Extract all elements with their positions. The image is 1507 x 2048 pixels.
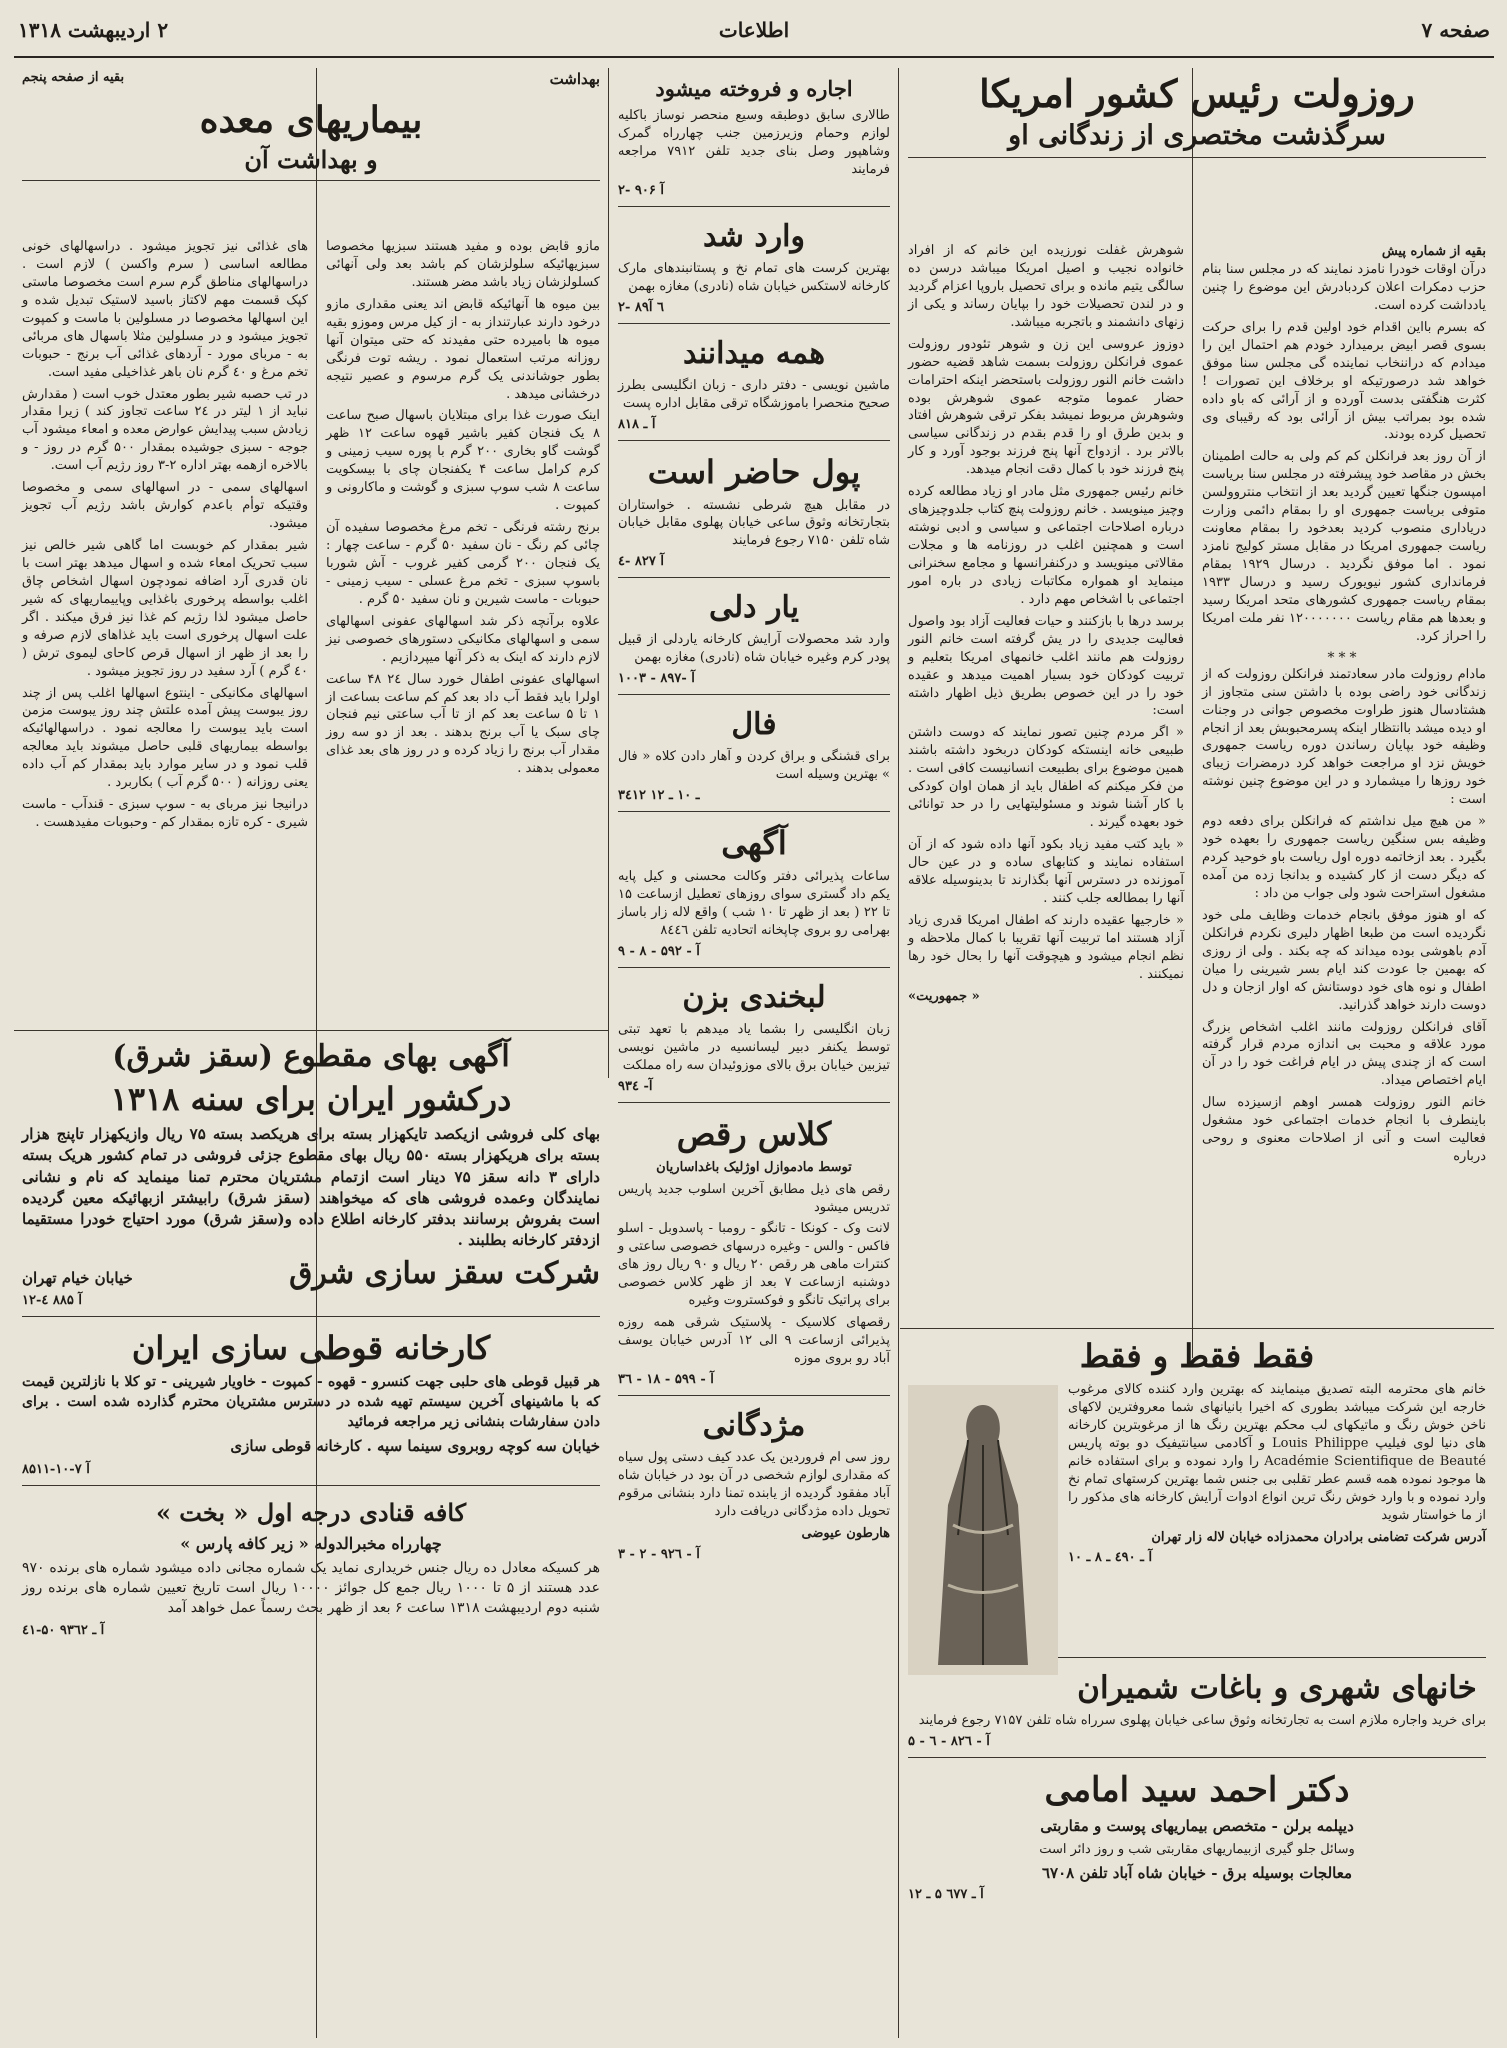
ad-address: خیابان سه کوچه روبروی سینما سپه . کارخانه قوطی سازی (230, 1437, 600, 1456)
left-ads (14, 1030, 608, 2030)
dance-list: لانت وک - کونکا - تانگو - رومبا - پاسدوبل - اسلو فاکس - والس - وغیره درسهای خصوصی ساعتی و کنترات ماهی هر رقص ۲۰ ریال و ۹۰ ریال روز های دوشنبه ازساعت ۷ بعد از ظهر کلاس خصوصی برای پراتیک تانگو و فوکستروت وغیره (618, 1221, 890, 1309)
issue-date: ۲ اردیبهشت ۱۳۱۸ (18, 18, 169, 42)
ad-body: ساعات پذیرائی دفتر وکالت محسنی و کیل پایه یکم داد گستری سوای روزهای تعطیل ازساعت ۱۵ تا ۲۲ ( بعد از ظهر تا ۱۰ شب ) واقع لاله زار باساز بهرامی رو بروی چاپخانه اتحادیه تلفن ۸٤٤٦ (618, 869, 890, 938)
ad-yardley (618, 582, 890, 695)
ad-cafe (22, 1490, 600, 1646)
ad-reference: آ- ۹۳٤ (618, 1078, 653, 1094)
ad-address: چهارراه مخبرالدوله « زیر کافه پارس » (180, 1533, 442, 1553)
paragraph: که بسرم بااین اقدام خود اولین قدم را برای حرکت بسوی قصر ابیض برمیدارد خودم هم احتمال این را میدادم که دراننخاب نماینده گی مجلس سنا موفق خواهد شد درصورتیکه او برخلاف این تصورات ! کثرت هنگفتی بدست آورده و از آرائی که باو داده شده بود بمراتب بیش از آرائی بود که رقیبای وی تحصیل کرده بودند. (1202, 319, 1486, 443)
masthead (14, 10, 1494, 58)
paragraph: « اگر مردم چنین تصور نمایند که دوست داشتن طبیعی خانه اینستکه کودکان دربخود داشته باشند همین موضوع برای بطبیعت انسانیست کافی است . من فکر میکنم که اطفال باید از همان اوان کودکی با کار آشنا شوند و مسئولیتهایی را در حد توانائی خود بعهده گیرند . (908, 725, 1184, 831)
ad-title: فال (731, 707, 777, 743)
ad-cash-ready (618, 445, 890, 579)
ad-title: دکتر احمد سید امامی (1044, 1769, 1350, 1810)
ad-body: وارد شد محصولات آرایش کارخانه یاردلی از قبیل پودر کرم وغیره خیابان شاه (نادری) مغازه بهمن (618, 632, 890, 666)
article-subtitle: و بهداشت آن (244, 145, 378, 175)
column-rule (898, 68, 899, 2038)
ad-body: خانم های محترمه البته تصدیق مینمایند که بهترین وارد کننده کالای مرغوب خارجه این شرکت میباشد بطوری که اخیرا بانیانهای شما معروفترین لاکهای ناخن خوش رنگ و ماتیکهای لب محکم بهترین رنگ ها از مرغوبترین کارخانه های دنیا لوی فیلیپ Louis Philippe و آکادمی سیانتیفیک دو بوته پاریس Académie Scientifique de Beauté را وارد نموده و برای استفاده خانم ها موجود نموده همه قسم عطر تقلبی بی جنس شما بهترین کرستهای تمام نخ وارد نموده و با وارد خوش رنگ ترین انواع ادوات آرایش کارخانه های مذکور را از ما خواستار شوید (1068, 1382, 1486, 1523)
ad-reference: ۳٤۱۲ ـ ۱۰ ـ ۱۲ (618, 788, 700, 804)
dance-footer: رقصهای کلاسیک - پلاستیک شرقی همه روزه پذیرائی ازساعت ۹ الی ۱۲ آدرس خیابان یوسف آباد رو بروی موزه (618, 1315, 890, 1366)
ad-title: لبخندی بزن (682, 979, 826, 1015)
ad-title: خانهای شهری و باغات شمیران (1077, 1670, 1477, 1706)
article-title: بیماریهای معده (199, 99, 423, 141)
paragraph: برسد درها با بازکنند و حیات فعالیت آزاد بود واصول فعالیت جدیدی را در یش گرفته است خانم النور روزولت هم مانند اغلب خانمهای امریکا بتعلیم و تربیت کودکان خود بسیار اهمیت میدهد و عقیده خود را در این خصوص بطریق ذیل اظهار داشته است: (908, 613, 1184, 719)
paragraph: « باید کتب مفید زیاد بکود آنها داده شود که از آن استفاده نمایند و کتابهای ساده و در عین حال آموزنده در دسترس آنها بگذارند تا بدینوسیله علاقه آنها را بمطالعه جلب کنند . (908, 837, 1184, 906)
ad-rent (618, 68, 890, 207)
ad-reference: آ ـ ٦۷۷ ۵ ـ ۱۲ (908, 1887, 984, 1903)
source-credit: « جمهوریت» (908, 988, 980, 1004)
roosevelt-column-1 (1194, 242, 1494, 1312)
roosevelt-column-2 (900, 242, 1192, 1312)
paragraph: اسهالهای عفونی اطفال خورد سال ۲٤ ۴۸ ساعت اولرا باید فقط آب داد بعد کم کم ساعت بساعت از ۱ تا ۵ ساعت بعد کم از تا آب ساعتی نیم فنجان چای سبک یا آب برنج بدهند . بعد از دو سه روز مقدار آب برنج را زیاد کرده و در روز های بعد غذای معمولی بدهند . (326, 671, 600, 777)
ad-can-factory (22, 1321, 600, 1486)
reward-name: هارطون عیوضی (801, 1525, 890, 1541)
paragraph: های غذائی نیز تجویز میشود . دراسهالهای خونی مطالعه اساسی ( سرم واکسن ) لازم است . دراسهالهای مناطق گرم سرم است مخصوصا ماستی کپک قسمت مهم لاکتاز باسید لاستیک تبدیل شده و این اسهالها مخصوصا در مسلولین با ماست و کمپوت تجویز میشود و در مسلولین مثلا باسهال های مربائی به - مربای مورد - آردهای غذائی آب برنج - حبوبات تخم مرغ و ٤۰ گرم نان باهر غذاخیلی مفید است. (22, 239, 308, 380)
middle-ads-column (610, 68, 898, 2038)
ad-reference: ۲- ۸۹٦ آ (618, 299, 664, 315)
paragraph: آقای فرانکلن روزولت مانند اغلب اشخاص بزرگ مورد علاقه و محبت بی اندازه مردم قرار گرفته است که از چندی پیش در ایام فراغت خود را در آن ایام اختصاص میداد. (1202, 1019, 1486, 1089)
ad-body: بهای کلی فروشی ازیکصد تایکهزار بسته برای هریکصد بسته ۷۵ ریال وازیکهزار تاپنج هزار بسته برای هریکهزار بسته ۵۵۰ ریال بهای مقطوع جزئی فروشی در تمام کشور هریک بسته دارای ۳ دانه سقز ۷۵ دینار است ازتمام مشتریان محترم تمنا مینماید که نام و نشانی نمایندگان وعمده فروشی های که میخواهند (سقز شرق) رابیشتر ازبهائیکه معین گردیده است بفروش برسانند بدفتر کارخانه اطلاع داده و(سقز شرق) مورد احتیاج خودرا مستقیما ازدفتر کارخانه بطلبند . (22, 1125, 601, 1250)
ad-title: همه میدانند (682, 335, 826, 371)
ad-houses (908, 1662, 1486, 1758)
ad-reference: آ - ۸۲٦ - ٦ - ۵ (908, 1733, 990, 1749)
ad-title: آگهی (721, 824, 787, 863)
ad-body: بهترین کرست های تمام نخ و پستانبندهای مارک کارخانه لاستکس خیابان شاه (نادری) مغازه بهمن (618, 260, 890, 294)
paragraph: برنج رشته فرنگی - تخم مرغ مخصوصا سفیده آن چائی کم رنگ - نان سفید ۵۰ گرم - ساعت چهار : یک فنجان ۲۰۰ گرمی کفیر غروب - آش شوربا باسوپ سبزی - تخم مرغ عسلی - سیب زمینی - حبوبات - ماست شیرین و نان سفید ۵۰ گرم . (326, 520, 600, 607)
dress-illustration-icon (908, 1385, 1058, 1675)
doctor-specialty: دیپلمه برلن - متخصص بیماریهای پوست و مقاربتی (1040, 1816, 1354, 1835)
ad-doctor (908, 1762, 1486, 1910)
ad-body: وسائل جلو گیری ازبیماریهای مقاربتی شب و روز دائر است (1039, 1841, 1355, 1857)
ad-body: در مقابل هیچ شرطی نشسته . خواستاران بتجارتخانه وثوق ساعی خیابان پهلوی مقابل خیابان شاه تلفن ۷۱۵۰ رجوع فرمایند (618, 497, 890, 549)
paragraph: مازو قابض بوده و مفید هستند سبزیها مخصوصا سبزیهائیکه سلولزشان کم باشد بعد ولی آنهائی کسلولزشان زیاد باشد مضر هستند. (326, 239, 600, 290)
ad-title-2: درکشور ایران برای سنه ۱۳۱۸ (110, 1080, 512, 1118)
company-line (22, 1256, 600, 1291)
paragraph: علاوه برآنچه ذکر شد اسهالهای عفونی اسهالهای سمی و اسهالهای مکانیکی دستورهای خصوصی نیز لازم دارند که اینک به ذکر آنها میپردازیم . (326, 613, 600, 665)
ad-body: هر کسیکه معادل ده ریال جنس خریداری نماید یک شماره مجانی داده میشود شماره های برنده ۹۷۰ عدد هستند از ۵ تا ۱۰۰۰ ریال جمع کل جوائز ۱۰۰۰۰ ریال است تاریخ تعیین شماره های برنده روز شنبه دوم اردیبهشت ۱۳۱۸ ساعت ۶ بعد از ظهر بحث رسماً عمل خواهد آمد (22, 1560, 601, 1617)
paragraph: در تب حصبه شیر بطور معتدل خوب است ( مقدارش نباید از ۱ لیتر در ۲٤ ساعت تجاوز کند ) زیرا مقدار زیادش سبب پیدایش عوارض معده و امعاء میشود آب جوجه - سبزی جوشیده بمقدار ۵۰۰ گرم در روز - و بالاخره ازهمه بهتر اداره ۲-۳ روز رژیم آب است. (22, 386, 308, 474)
article-title: روزولت رئیس کشور امریکا (979, 71, 1415, 116)
ad-title: مژدگانی (702, 1407, 806, 1443)
ad-reference: آ ـ ٤۹۰ ـ ۸ ـ ۱۰ (1068, 1550, 1153, 1566)
column-rule (608, 68, 609, 1078)
ad-body: برای قشنگی و براق کردن و آهار دادن کلاه « فال » بهترین وسیله است (618, 749, 890, 783)
newspaper-name: اطلاعات (718, 18, 790, 42)
ad-arrived (618, 211, 890, 324)
ad-body: طالاری سابق دوطبقه وسیع منحصر نوساز باکلیه لوازم وحمام وزیرزمین جنب چهارراه گمرک وشاهپور وصل بنای جدید تلفن ۷۹۱۲ مراجعه فرمایند (618, 108, 890, 177)
paragraph: از آن روز بعد فرانکلن کم کم ولی به حالت اطمینان بخش در مقاصد خود پیشرفته در مجلس سنا بریاست امپسون جنگها تعیین گردید بعد از انتخاب منتروولسن متوفی بریاست جمهوری او را بمقام دائمی وزارت دریاداری منصوب کردید بعدخود را بمقام معاونت ریاست جمهوری امریکا در مقابل مستر کولیج نامزد نمود . اما موفق نگردید . درسال ۱۹۲۹ بمقام فرمانداری کشور نیویورک رسید و درسال ۱۹۳۳ بمقام ریاست جمهوری کشورهای متحد امریکا رسید و بعدها هم مقام ریاست ۱۲۰۰۰۰۰۰۰ نفر ملت امریکا را احراز کرد. (1202, 449, 1486, 644)
stomach-column-2 (14, 238, 316, 1018)
ad-body: روز سی ام فروردین یک عدد کیف دستی پول سیاه که مقداری لوازم شخصی در آن بود در خیابان شاه آباد مفقود گردیده از یابنده تمنا دارد بنشانی مرقوم تحویل داده مژدگانی دریافت دارد (618, 1449, 890, 1519)
ad-reference: آ ـ ۹۳٦۲ ۵۰-٤۱ (22, 1623, 105, 1639)
ad-title: آگهی بهای مقطوع (سقز شرق) (112, 1039, 510, 1074)
ad-title: کلاس رقص (676, 1114, 832, 1153)
paragraph: شیر بمقدار کم خوبست اما گاهی شیر خالص نیز سبب تحریک امعاء شده و اسهال میدهد بهتر است با نان قدری آرد اضافه نمودچون اسهال اشخاص چاق اغلب بواسطه پرخوری باغذایی وپاییماریهای که شیر حاصل میشود لذا رژیم کم غذا نیز فرق میکند . اگر علت اسهال پرخوری است باید غذاهای لازم صرفه و را بعد از ظهر از اسهال قرص کاحای لیموی ترش ( ٤۰ گرم ) آرد سفید در روز تجویز میشود . (22, 538, 308, 679)
paragraph: « من هیچ میل نداشتم که فرانکلن برای دفعه دوم وظیفه بس سنگین ریاست جمهوری را بعهده خود بگیرد . بعد ازخاتمه دوره اول ریاست باو خوحید کردم که دیگر دست از کار کشیده و بدانجا زده من آمده مشغول استراحت شود ولی جواب من داد : (1202, 814, 1486, 901)
ad-reference: ۱۲-٤ ۸۸۵ آ (22, 1292, 82, 1308)
divider (908, 157, 1486, 158)
ad-title: یار دلی (709, 590, 799, 626)
ad-body: هر قبیل قوطی های حلبی جهت کنسرو - قهوه - کمپوت - خاویار شیرینی - تو کلا با نازلترین قیمت که با ماشینهای آخرین سیستم تهیه شده در دسترس مشتریان محترم گذارده شده است . برای دادن سفارشات بنشانی زیر مراجعه فرمائید (22, 1373, 600, 1430)
ad-chewing-gum (22, 1031, 600, 1317)
paragraph: دوزوز عروسی این زن و شوهر تئودور روزولت عموی فرانکلن روزولت بسمت شاهد قضیه حضور داشت خانم النور روزولت باستحضر اینکه احترامات حضار عموما متوجه عموی شوهرش بوده وشوهرش مربوط نمیشد بفکر ترقی شوهرش افتاد و بدین طرق او را قدم بقدم در زندگانی سیاسی بالاتر برد . ازدواج آنها پنج فرزند بوجود آورد و کار پنج فرزند خود با کمال دقت انجام میدهد. (908, 336, 1184, 478)
ad-reward (618, 1400, 890, 1570)
dance-teacher: توسط مادموازل اوژلیک باغداساریان (656, 1159, 852, 1175)
ad-reference: ٤- ۸۲۷ آ (618, 554, 665, 570)
ad-title: پول حاضر است (647, 452, 861, 491)
paragraph: درآن اوقات خودرا نامزد نمایند که در مجلس سنا بنام حزب دمکرات اعلان کردبادرش این موضوع را چنین یادداشت کرده است. (1202, 262, 1486, 313)
ad-body: برای خرید واجاره ملازم است به تجارتخانه وثوق ساعی خیابان پهلوی سرراه شاه تلفن ۷۱۵۷ رجوع فرمایند (918, 1713, 1486, 1728)
ad-reference: آ - ۵۹۹ - ۱۸ - ۳٦ (618, 1371, 714, 1387)
paragraph: اینک صورت غذا برای مبتلایان باسهال صبح ساعت ۸ یک فنجان کفیر باشیر قهوه ساعت ۱۲ ظهر گوشت گاو بخاری ۲۰۰ گرم با پوره سیب زمینی و کرم کرامل ساعت ۴ یکفنجان چای با بیسکویت ساعت ۸ شب سوپ سبزی و گوشت و ماکارونی و کمپوت . (326, 408, 600, 514)
ad-title: وارد شد (703, 218, 805, 254)
right-ads (900, 1328, 1494, 2038)
stomach-column-1 (318, 238, 608, 1018)
ad-body: ماشین نویسی - دفتر داری - زبان انگلیسی بطرز صحیح منحصرا باموزشگاه ترقی مقابل اداره پست (618, 377, 890, 411)
paragraph: اسهالهای مکانیکی - اینتوع اسهالها اغلب پس از چند روز یبوست پیش آمده علتش چند روز یبوست مزمن است باید یبوست را معالجه نمود . دراسهالهائیکه بواسطه بیماریهای قلبی حاصل میشوند باید معالجه قلب نمود و در سایر موارد باید بمقدار کم آب داده یعنی روزانه ( ۵۰۰ گرم آب ) بکاربرد . (22, 685, 308, 791)
newspaper-page (14, 10, 1494, 2038)
paragraph: درانیجا نیز مربای به - سوپ سبزی - قندآب - ماست شیری - کره تازه بمقدار کم - وحبوبات مفیدهست . (22, 797, 308, 831)
paragraph: بین میوه ها آنهائیکه قابض اند یعنی مقداری مازو درخود دارند عبارتنداز به - از کیل مرس وموزو بقیه میوه ها بامیرده حتی مفیدند که حتی میتوان آنها روزانه مرتب استعمال نمود . ریشه توت فرنگی بطور جوشاندنی یک گرم مرسوم و عصیر نتیجه درخشانی میدهد . (326, 296, 600, 402)
ad-title: کافه قنادی درجه اول « بخت » (155, 1497, 467, 1527)
page-number: صفحه ۷ (1421, 18, 1490, 42)
ad-reference: آ - ۵۹۲ - ۸ - ۹ (618, 943, 700, 959)
ad-notice (618, 816, 890, 968)
paragraph: خانم النور روزولت همسر اوهم ازسیزده سال باینطرف با انجام خدمات اجتماعی خود مشغول فعالیت است و آنی از اصلاحات معنوی و روحی درباره (1202, 1095, 1486, 1165)
ad-body: رقص های ذیل مطابق آخرین اسلوب جدید پاریس تدریس میشود (618, 1181, 890, 1215)
paragraph: که او هنوز موفق بانجام خدمات وظایف ملی خود نگردیده است من طبعا اظهار دلیری نکردم فرانکلن آدم باهوشی بوده میداند که چه بکند . ولی از روزی که بهمین جا عودت کند ایام بسر شیرینی را میان اطفال و نوه های خود دوستانش که اوار ازجان و دل دوست دارند خواهد گذرانید. (1202, 907, 1486, 1013)
paragraph: مادام روزولت مادر سعادتمند فرانکلن روزولت که از زندگانی خود راضی بوده با داشتن سنی متجاوز از هشتادسال هنوز طراوت مخصوص جوانی در وجنات او دیده میشد باانتظار اینکه پسرمحبوبش بعد از انجام وظیفه خود بپایان رساندن دوره ریاست جمهوری خویش نزد او مراجعت خواهد کرد درمضرات زیبای خود روزها را میشمارد و در این موضوع چنین نوشته است : (1202, 666, 1486, 808)
ad-address: معالجات بوسیله برق - خیابان شاه آباد تلفن ٦۷۰۸ (1041, 1863, 1352, 1882)
ad-fal (618, 699, 890, 812)
company-name: شرکت سقز سازی شرق (289, 1255, 600, 1291)
paragraph: اسهالهای سمی - در اسهالهای سمی و مخصوصا وقتیکه توأم باعدم کوارش باشد رژیم آب تجویز میشود. (22, 480, 308, 532)
article-meta (22, 68, 600, 90)
ad-reference: ۲- ۹۰۶ آ (618, 182, 665, 198)
ad-reference: آ - ۹۲٦ - ۲ - ۳ (618, 1546, 700, 1562)
ad-address: آدرس شرکت تضامنی برادران محمدزاده خیابان لاله زار تهران (1151, 1529, 1486, 1545)
ad-reference: ۸۵۱۱-آ ۷-۱۰ (22, 1461, 90, 1477)
divider (22, 180, 600, 181)
continued-label: بقیه از شماره پیش (1381, 244, 1486, 259)
article-subtitle: سرگذشت مختصری از زندگانی او (1008, 119, 1386, 151)
ad-dance-class (618, 1107, 890, 1396)
ad-reference: آ ـ ۸۱۸ (618, 416, 656, 432)
ad-cosmetics (908, 1329, 1486, 1658)
ad-reference: آ -۸۹۷ - ۱۰۰۳ (618, 671, 695, 687)
ad-title: اجاره و فروخته میشود (655, 76, 853, 101)
section-label: بهداشت (549, 70, 600, 88)
ad-smile (618, 972, 890, 1103)
paragraph: شوهرش غفلت نورزیده این خانم که از افراد خانواده نجیب و اصیل امریکا میباشد درسن ده سالگی یتیم مانده و برای تحصیل باروپا اعزام گردید و در لندن تحصیلات خود را بپایان رساند و یکی از زنهای دانشمند و باتجربه میباشد. (908, 243, 1184, 330)
section-stars: *** (1327, 649, 1361, 666)
ad-body: زبان انگلیسی را بشما یاد میدهم با تعهد تبتی توسط یکنفر دبیر لیسانسیه در ماشین نویسی تیزبین خیابان برق بالای موزوئیدان سه راه مملکت (618, 1021, 890, 1073)
ad-title: کارخانه قوطی سازی ایران (131, 1328, 491, 1367)
paragraph: خانم رئیس جمهوری مثل مادر او زیاد مطالعه کرده وچیز مینویسد . خانم روزولت پنچ کتاب جلدوچیزهای درباره اصلاحات اجتماعی و سیاسی و ادبی نوشته است و همچنین اغلب در روزنامه ها و مجلات مقالاتی مینویسد و درکنفرانسها و مجامع سخنرانی مینماید او همواره مکاتبات زیادی در باره امور اجتماعی با اشخاص مهم دارد . (908, 484, 1184, 607)
continued-label: بقیه از صفحه پنجم (22, 70, 125, 85)
company-address: خیابان خیام تهران (22, 1268, 133, 1287)
ad-everyone-knows (618, 328, 890, 441)
paragraph: « خارجیها عقیده دارند که اطفال امریکا قدری زیاد آزاد هستند اما تربیت آنها تقریبا با کمال ملاحظه و نظم انجام میشود و هیچوقت آنها را بحال خود رها نمیکنند . (908, 912, 1184, 982)
ad-title: فقط فقط و فقط (1079, 1337, 1315, 1375)
